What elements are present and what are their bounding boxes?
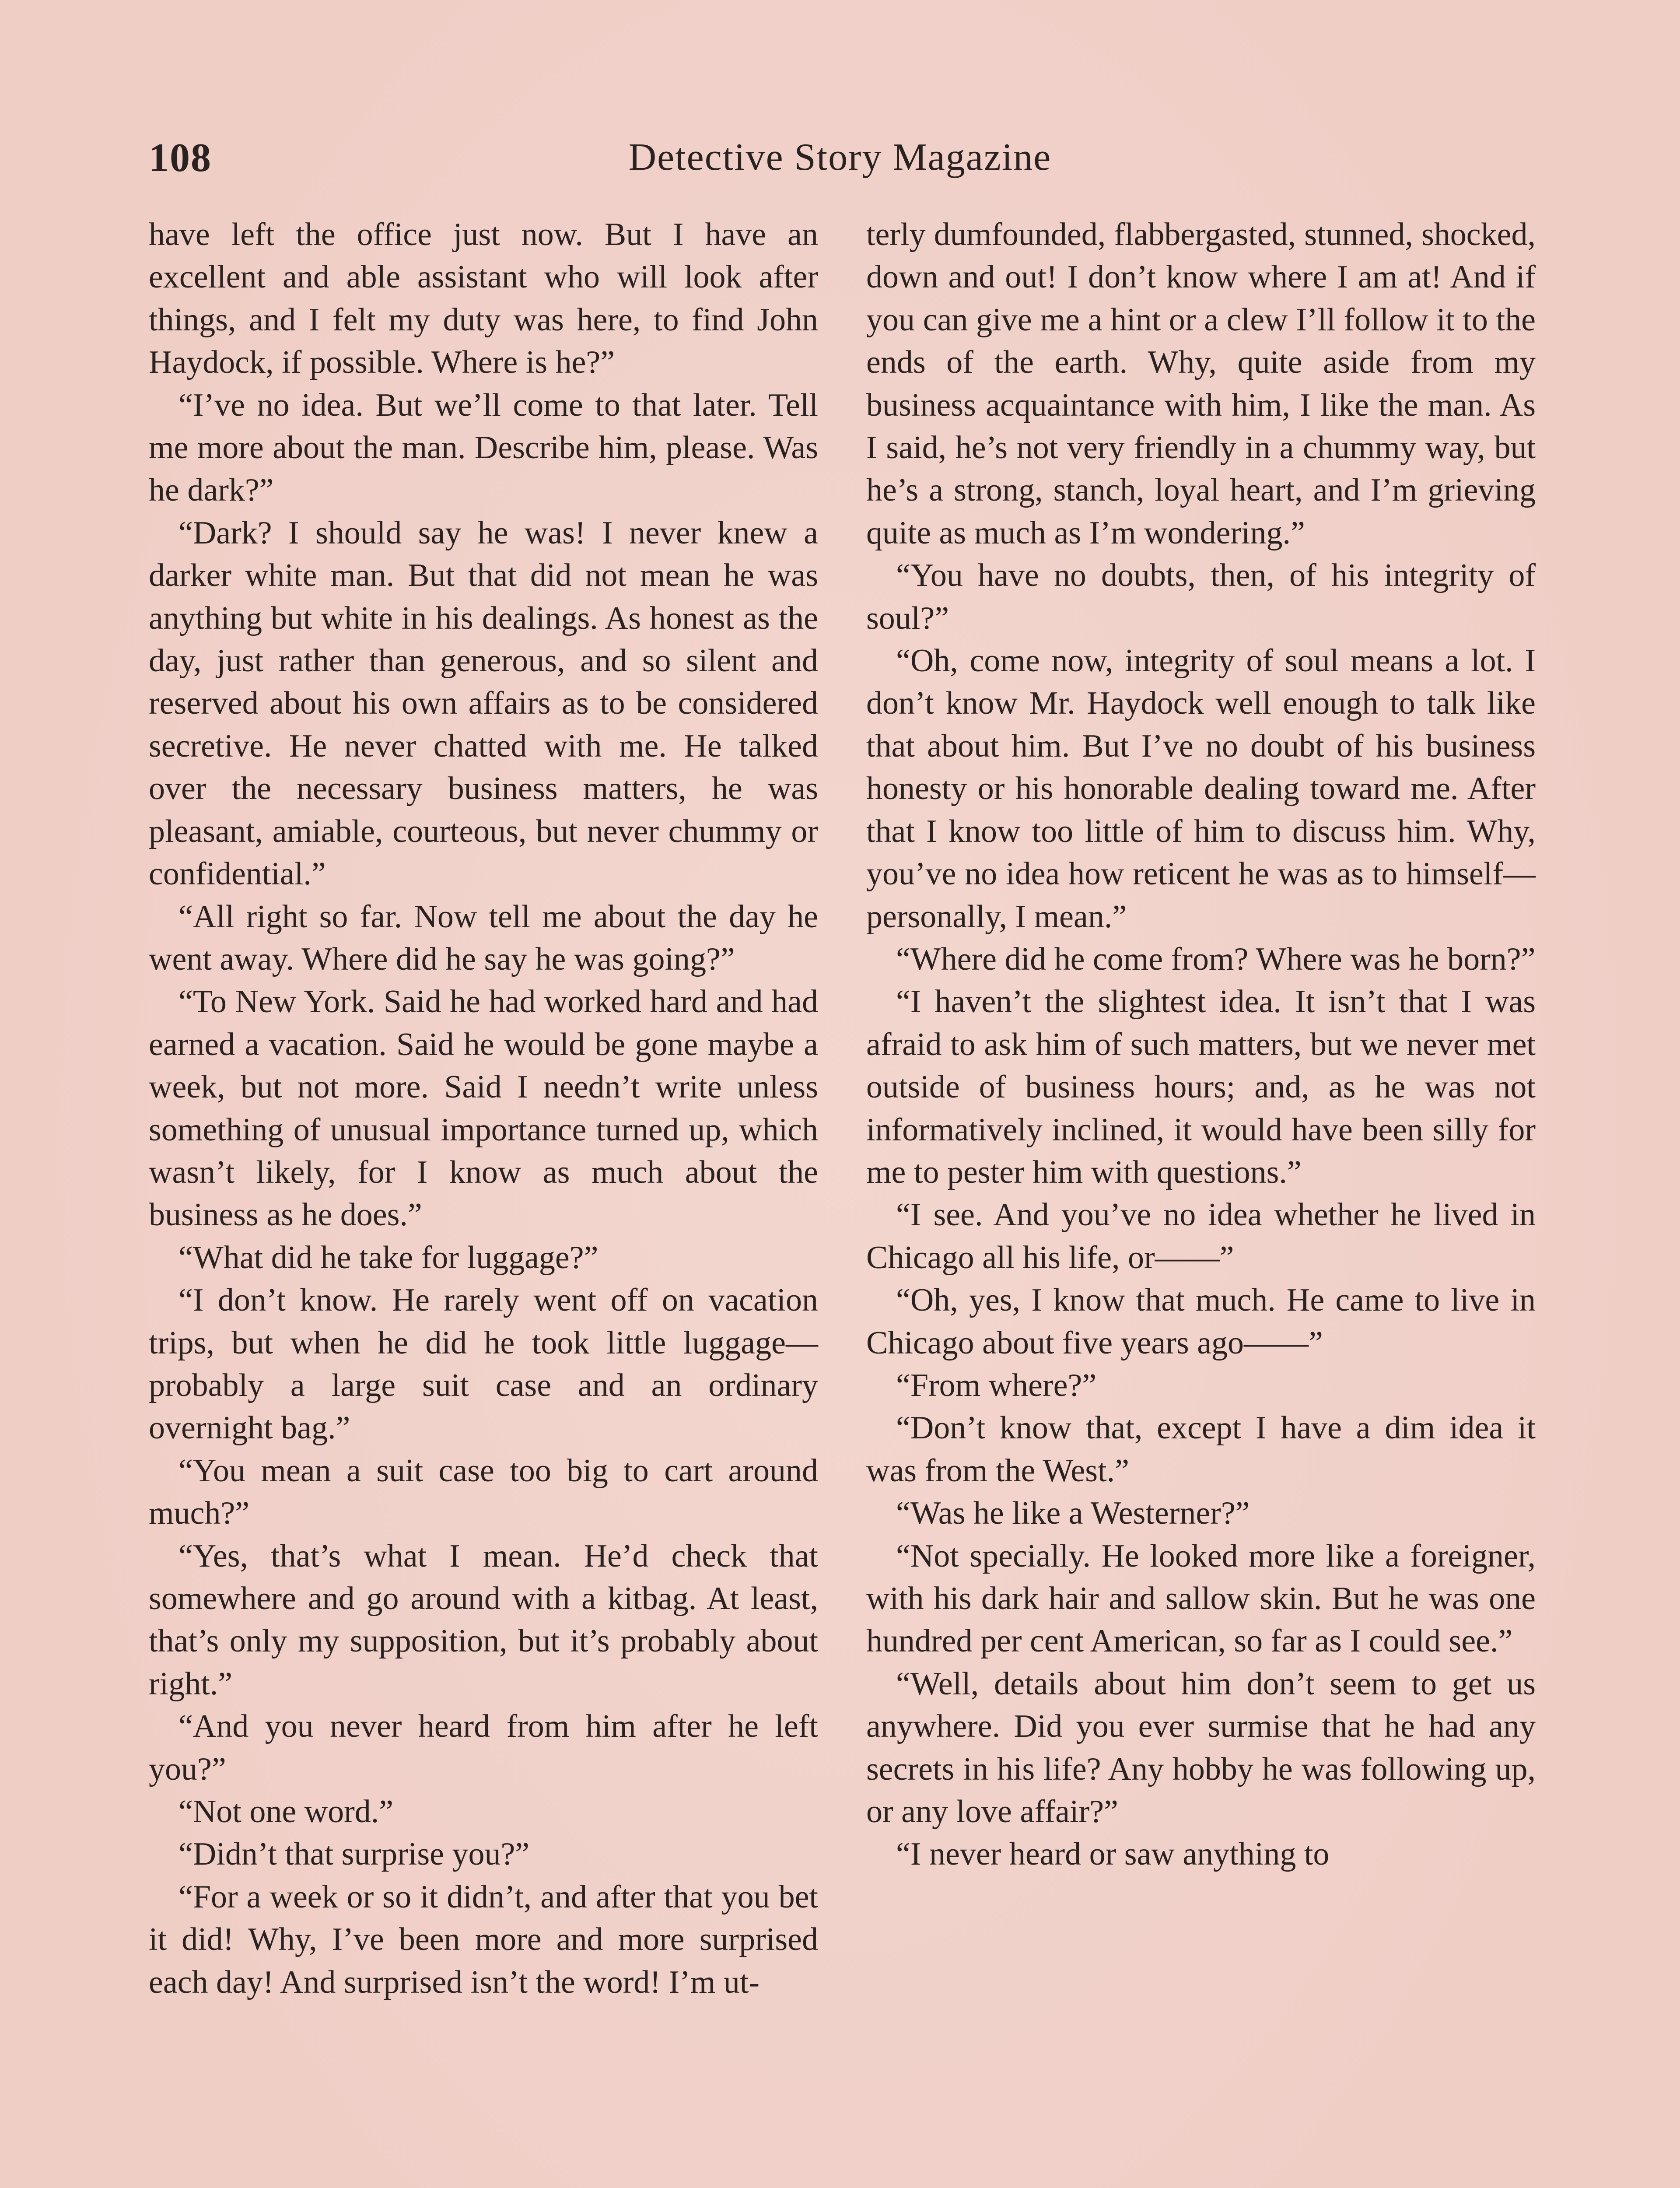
- paragraph: “All right so far. Now tell me about the day he went away. Where did he say he was going?”: [149, 898, 818, 977]
- paragraph: “Dark? I should say he was! I never knew a darker white man. But that did not mean he was anything but white in his dealings. As honest as the day, just rather than generous, and so silent and reserved about his own affairs as to be considered secretive. He never chatted with me. He talked over the necessary business matters, he was pleasant, amiable, courteous, but never chummy or confidential.”: [149, 515, 818, 892]
- paragraph: terly dumfounded, flabbergasted, stunned, shocked, down and out! I don’t know where I am at! And if you can give me a hint or a clew I’ll follow it to the ends of the earth. Why, quite aside from my business acquaintance with him, I like the man. As I said, he’s not very friendly in a chummy way, but he’s a strong, stanch, loyal heart, and I’m grieving quite as much as I’m wondering.”: [866, 217, 1536, 551]
- paragraph: “What did he take for luggage?”: [178, 1239, 598, 1276]
- paragraph: “To New York. Said he had worked hard and had earned a vacation. Said he would be gone maybe a week, but not more. Said I needn’t write unless something of unusual importance turned up, which wasn’t likely, for I know as much about the business as he does.”: [149, 984, 818, 1233]
- paragraph: “Well, details about him don’t seem to get us anywhere. Did you ever surmise that he had any secrets in his life? Any hobby he was following up, or any love affair?”: [866, 1666, 1536, 1830]
- paragraph: “Not one word.”: [178, 1794, 394, 1830]
- paragraph: “Didn’t that surprise you?”: [178, 1836, 530, 1872]
- paragraph: “Oh, yes, I know that much. He came to live in Chicago about five years ago——”: [866, 1282, 1536, 1361]
- paragraph: “I see. And you’ve no idea whether he lived in Chicago all his life, or——”: [866, 1197, 1536, 1276]
- paragraph: “From where?”: [896, 1367, 1097, 1403]
- paragraph: “You mean a suit case too big to cart around much?”: [149, 1452, 818, 1532]
- paragraph: “I’ve no idea. But we’ll come to that later. Tell me more about the man. Describe him, please. Was he dark?”: [149, 387, 818, 508]
- right-column: [866, 214, 1536, 1876]
- paragraph: “And you never heard from him after he left you?”: [149, 1708, 818, 1787]
- paragraph: “You have no doubts, then, of his integrity of soul?”: [866, 558, 1536, 636]
- paragraph: “Where did he come from? Where was he born?”: [896, 941, 1536, 977]
- page-header: [149, 127, 1531, 188]
- paragraph: “Not specially. He looked more like a foreigner, with his dark hair and sallow skin. But he was one hundred per cent American, so far as I could see.”: [866, 1538, 1536, 1659]
- running-title: Detective Story Magazine: [628, 136, 1052, 179]
- paragraph: “Was he like a Westerner?”: [896, 1495, 1250, 1532]
- paragraph: “For a week or so it didn’t, and after that you bet it did! Why, I’ve been more and more surprised each day! And surprised isn’t the word! I’m ut-: [149, 1879, 818, 2000]
- paragraph: “I don’t know. He rarely went off on vacation trips, but when he did he took little luggage—probably a large suit case and an ordinary overnight bag.”: [149, 1282, 818, 1446]
- paragraph: “I never heard or saw anything to: [896, 1836, 1330, 1872]
- paragraph: “Yes, that’s what I mean. He’d check that somewhere and go around with a kitbag. At least, that’s only my supposition, but it’s probably about right.”: [149, 1538, 818, 1702]
- page-number: 108: [149, 135, 212, 180]
- paragraph: “Oh, come now, integrity of soul means a lot. I don’t know Mr. Haydock well enough to talk like that about him. But I’ve no doubt of his business honesty or his honorable dealing toward me. After that I know too little of him to discuss him. Why, you’ve no idea how reticent he was as to himself—personally, I mean.”: [866, 643, 1536, 935]
- paragraph: have left the office just now. But I have an excellent and able assistant who will look after things, and I felt my duty was here, to find John Haydock, if possible. Where is he?”: [149, 217, 818, 381]
- left-column: [149, 214, 818, 2004]
- paragraph: “I haven’t the slightest idea. It isn’t that I was afraid to ask him of such matters, but we never met outside of business hours; and, as he was not informatively inclined, it would have been silly for me to pester him with questions.”: [866, 984, 1536, 1190]
- paragraph: “Don’t know that, except I have a dim idea it was from the West.”: [866, 1410, 1536, 1489]
